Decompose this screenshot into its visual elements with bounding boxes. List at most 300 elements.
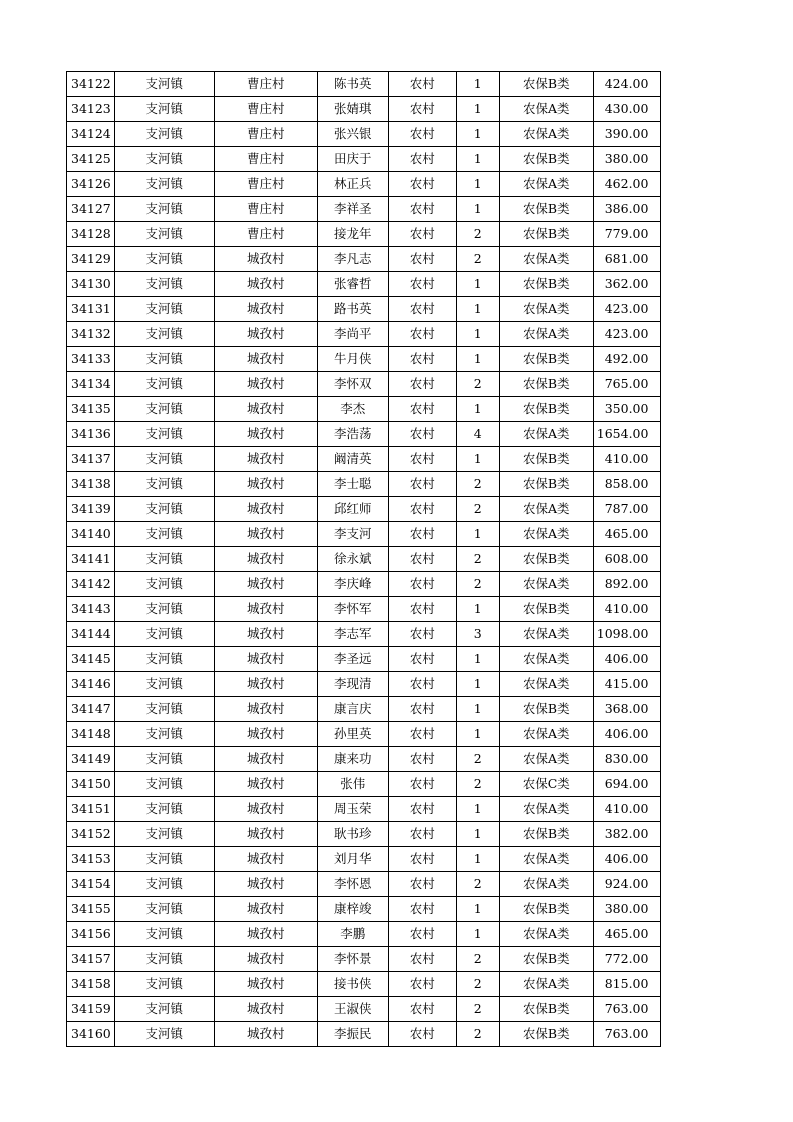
table-row (67, 422, 661, 447)
cell-name: 李浩荡 (317, 422, 388, 447)
cell-type: 农保A类 (499, 847, 593, 872)
cell-amount: 382.00 (593, 822, 661, 847)
cell-type: 农保B类 (499, 147, 593, 172)
cell-id: 34145 (67, 647, 115, 672)
table-row (67, 497, 661, 522)
cell-area: 农村 (388, 672, 456, 697)
table-row (67, 897, 661, 922)
cell-amount: 430.00 (593, 97, 661, 122)
cell-area: 农村 (388, 622, 456, 647)
cell-town: 支河镇 (114, 147, 214, 172)
cell-amount: 368.00 (593, 697, 661, 722)
cell-town: 支河镇 (114, 997, 214, 1022)
cell-id: 34141 (67, 547, 115, 572)
cell-area: 农村 (388, 572, 456, 597)
cell-count: 1 (456, 322, 499, 347)
table-row (67, 672, 661, 697)
cell-amount: 410.00 (593, 597, 661, 622)
cell-name: 李凡志 (317, 247, 388, 272)
cell-type: 农保A类 (499, 122, 593, 147)
cell-village: 城孜村 (214, 897, 317, 922)
cell-type: 农保B类 (499, 547, 593, 572)
cell-id: 34154 (67, 872, 115, 897)
subsidy-table (66, 71, 661, 1047)
table-row (67, 447, 661, 472)
cell-count: 1 (456, 172, 499, 197)
cell-name: 康言庆 (317, 697, 388, 722)
cell-amount: 380.00 (593, 147, 661, 172)
cell-town: 支河镇 (114, 847, 214, 872)
cell-count: 1 (456, 897, 499, 922)
cell-count: 1 (456, 122, 499, 147)
table-row (67, 547, 661, 572)
cell-type: 农保A类 (499, 422, 593, 447)
table-row (67, 697, 661, 722)
cell-village: 城孜村 (214, 622, 317, 647)
cell-town: 支河镇 (114, 822, 214, 847)
cell-amount: 410.00 (593, 797, 661, 822)
cell-town: 支河镇 (114, 922, 214, 947)
cell-id: 34129 (67, 247, 115, 272)
cell-amount: 830.00 (593, 747, 661, 772)
cell-village: 城孜村 (214, 497, 317, 522)
cell-amount: 423.00 (593, 322, 661, 347)
cell-id: 34124 (67, 122, 115, 147)
cell-id: 34153 (67, 847, 115, 872)
cell-amount: 892.00 (593, 572, 661, 597)
table-row (67, 472, 661, 497)
cell-area: 农村 (388, 522, 456, 547)
cell-type: 农保A类 (499, 522, 593, 547)
cell-count: 1 (456, 97, 499, 122)
cell-name: 张伟 (317, 772, 388, 797)
cell-type: 农保B类 (499, 947, 593, 972)
cell-type: 农保A类 (499, 497, 593, 522)
cell-area: 农村 (388, 547, 456, 572)
cell-town: 支河镇 (114, 547, 214, 572)
cell-amount: 815.00 (593, 972, 661, 997)
cell-area: 农村 (388, 972, 456, 997)
cell-count: 1 (456, 797, 499, 822)
cell-id: 34149 (67, 747, 115, 772)
cell-type: 农保B类 (499, 997, 593, 1022)
cell-type: 农保A类 (499, 572, 593, 597)
cell-amount: 858.00 (593, 472, 661, 497)
cell-area: 农村 (388, 1022, 456, 1047)
cell-town: 支河镇 (114, 972, 214, 997)
cell-town: 支河镇 (114, 872, 214, 897)
cell-town: 支河镇 (114, 897, 214, 922)
cell-name: 李圣远 (317, 647, 388, 672)
cell-id: 34128 (67, 222, 115, 247)
cell-village: 城孜村 (214, 347, 317, 372)
cell-id: 34155 (67, 897, 115, 922)
cell-type: 农保A类 (499, 247, 593, 272)
cell-type: 农保A类 (499, 622, 593, 647)
table-body (67, 72, 661, 1047)
cell-amount: 492.00 (593, 347, 661, 372)
cell-area: 农村 (388, 147, 456, 172)
cell-id: 34152 (67, 822, 115, 847)
cell-name: 徐永斌 (317, 547, 388, 572)
cell-type: 农保A类 (499, 722, 593, 747)
cell-count: 2 (456, 997, 499, 1022)
cell-amount: 406.00 (593, 647, 661, 672)
cell-amount: 924.00 (593, 872, 661, 897)
cell-count: 1 (456, 597, 499, 622)
cell-count: 1 (456, 722, 499, 747)
cell-amount: 423.00 (593, 297, 661, 322)
cell-type: 农保B类 (499, 272, 593, 297)
cell-village: 曹庄村 (214, 147, 317, 172)
cell-village: 城孜村 (214, 997, 317, 1022)
cell-count: 2 (456, 772, 499, 797)
cell-village: 城孜村 (214, 647, 317, 672)
cell-type: 农保B类 (499, 397, 593, 422)
cell-type: 农保A类 (499, 747, 593, 772)
cell-id: 34138 (67, 472, 115, 497)
cell-type: 农保A类 (499, 797, 593, 822)
cell-village: 城孜村 (214, 1022, 317, 1047)
cell-area: 农村 (388, 322, 456, 347)
cell-id: 34126 (67, 172, 115, 197)
cell-town: 支河镇 (114, 172, 214, 197)
cell-amount: 465.00 (593, 922, 661, 947)
cell-town: 支河镇 (114, 247, 214, 272)
cell-name: 李士聪 (317, 472, 388, 497)
cell-name: 阚清英 (317, 447, 388, 472)
cell-id: 34139 (67, 497, 115, 522)
cell-name: 耿书珍 (317, 822, 388, 847)
cell-id: 34142 (67, 572, 115, 597)
cell-amount: 406.00 (593, 847, 661, 872)
cell-type: 农保A类 (499, 922, 593, 947)
cell-name: 李现清 (317, 672, 388, 697)
cell-town: 支河镇 (114, 797, 214, 822)
table-row (67, 122, 661, 147)
cell-name: 李祥圣 (317, 197, 388, 222)
cell-area: 农村 (388, 422, 456, 447)
cell-type: 农保A类 (499, 172, 593, 197)
table-row (67, 972, 661, 997)
cell-count: 2 (456, 972, 499, 997)
cell-id: 34130 (67, 272, 115, 297)
cell-count: 2 (456, 497, 499, 522)
cell-id: 34134 (67, 372, 115, 397)
cell-count: 1 (456, 297, 499, 322)
cell-type: 农保B类 (499, 597, 593, 622)
cell-village: 城孜村 (214, 397, 317, 422)
cell-town: 支河镇 (114, 397, 214, 422)
cell-area: 农村 (388, 847, 456, 872)
cell-area: 农村 (388, 247, 456, 272)
cell-id: 34132 (67, 322, 115, 347)
cell-type: 农保C类 (499, 772, 593, 797)
cell-town: 支河镇 (114, 322, 214, 347)
table-row (67, 297, 661, 322)
cell-count: 2 (456, 247, 499, 272)
cell-area: 农村 (388, 797, 456, 822)
cell-name: 李支河 (317, 522, 388, 547)
table-row (67, 322, 661, 347)
cell-type: 农保B类 (499, 822, 593, 847)
cell-count: 1 (456, 822, 499, 847)
cell-town: 支河镇 (114, 772, 214, 797)
cell-count: 2 (456, 572, 499, 597)
cell-area: 农村 (388, 397, 456, 422)
cell-count: 2 (456, 747, 499, 772)
cell-area: 农村 (388, 472, 456, 497)
table-row (67, 597, 661, 622)
cell-id: 34158 (67, 972, 115, 997)
cell-name: 邱红师 (317, 497, 388, 522)
cell-id: 34151 (67, 797, 115, 822)
cell-name: 路书英 (317, 297, 388, 322)
cell-id: 34133 (67, 347, 115, 372)
cell-town: 支河镇 (114, 472, 214, 497)
cell-area: 农村 (388, 72, 456, 97)
cell-name: 王淑侠 (317, 997, 388, 1022)
cell-id: 34156 (67, 922, 115, 947)
cell-type: 农保A类 (499, 647, 593, 672)
cell-village: 城孜村 (214, 722, 317, 747)
cell-village: 城孜村 (214, 672, 317, 697)
cell-village: 城孜村 (214, 797, 317, 822)
cell-village: 城孜村 (214, 297, 317, 322)
cell-name: 张兴银 (317, 122, 388, 147)
table-row (67, 72, 661, 97)
cell-id: 34150 (67, 772, 115, 797)
cell-type: 农保B类 (499, 197, 593, 222)
cell-amount: 415.00 (593, 672, 661, 697)
table-row (67, 347, 661, 372)
cell-id: 34136 (67, 422, 115, 447)
cell-type: 农保B类 (499, 222, 593, 247)
cell-village: 曹庄村 (214, 97, 317, 122)
cell-village: 城孜村 (214, 947, 317, 972)
cell-town: 支河镇 (114, 622, 214, 647)
cell-id: 34157 (67, 947, 115, 972)
cell-amount: 390.00 (593, 122, 661, 147)
cell-area: 农村 (388, 697, 456, 722)
cell-town: 支河镇 (114, 597, 214, 622)
cell-town: 支河镇 (114, 647, 214, 672)
cell-area: 农村 (388, 172, 456, 197)
cell-count: 1 (456, 697, 499, 722)
cell-village: 城孜村 (214, 372, 317, 397)
cell-area: 农村 (388, 347, 456, 372)
cell-area: 农村 (388, 772, 456, 797)
cell-village: 曹庄村 (214, 222, 317, 247)
table-row (67, 372, 661, 397)
cell-village: 曹庄村 (214, 122, 317, 147)
cell-name: 李怀景 (317, 947, 388, 972)
cell-name: 陈书英 (317, 72, 388, 97)
cell-town: 支河镇 (114, 347, 214, 372)
cell-amount: 763.00 (593, 997, 661, 1022)
table-row (67, 647, 661, 672)
cell-town: 支河镇 (114, 222, 214, 247)
cell-name: 李杰 (317, 397, 388, 422)
cell-town: 支河镇 (114, 747, 214, 772)
cell-amount: 424.00 (593, 72, 661, 97)
cell-village: 城孜村 (214, 597, 317, 622)
cell-area: 农村 (388, 722, 456, 747)
cell-id: 34159 (67, 997, 115, 1022)
cell-type: 农保A类 (499, 972, 593, 997)
cell-count: 2 (456, 872, 499, 897)
table-row (67, 722, 661, 747)
cell-amount: 779.00 (593, 222, 661, 247)
table-row (67, 222, 661, 247)
cell-town: 支河镇 (114, 947, 214, 972)
cell-amount: 1098.00 (593, 622, 661, 647)
cell-amount: 350.00 (593, 397, 661, 422)
cell-type: 农保A类 (499, 672, 593, 697)
cell-type: 农保A类 (499, 872, 593, 897)
cell-amount: 765.00 (593, 372, 661, 397)
cell-count: 1 (456, 922, 499, 947)
cell-amount: 608.00 (593, 547, 661, 572)
cell-type: 农保A类 (499, 322, 593, 347)
cell-name: 李怀恩 (317, 872, 388, 897)
cell-name: 林正兵 (317, 172, 388, 197)
cell-count: 3 (456, 622, 499, 647)
cell-count: 1 (456, 847, 499, 872)
cell-amount: 763.00 (593, 1022, 661, 1047)
cell-area: 农村 (388, 922, 456, 947)
cell-type: 农保B类 (499, 1022, 593, 1047)
table-row (67, 622, 661, 647)
cell-village: 曹庄村 (214, 72, 317, 97)
cell-id: 34127 (67, 197, 115, 222)
cell-type: 农保B类 (499, 697, 593, 722)
cell-amount: 406.00 (593, 722, 661, 747)
cell-name: 接龙年 (317, 222, 388, 247)
cell-name: 李振民 (317, 1022, 388, 1047)
cell-name: 田庆于 (317, 147, 388, 172)
table-row (67, 522, 661, 547)
cell-type: 农保B类 (499, 472, 593, 497)
cell-amount: 772.00 (593, 947, 661, 972)
cell-count: 1 (456, 522, 499, 547)
cell-village: 城孜村 (214, 772, 317, 797)
table-row (67, 172, 661, 197)
cell-id: 34147 (67, 697, 115, 722)
cell-village: 城孜村 (214, 547, 317, 572)
cell-name: 康梓竣 (317, 897, 388, 922)
cell-count: 1 (456, 272, 499, 297)
table-row (67, 847, 661, 872)
cell-town: 支河镇 (114, 1022, 214, 1047)
cell-type: 农保A类 (499, 97, 593, 122)
cell-town: 支河镇 (114, 72, 214, 97)
cell-type: 农保B类 (499, 72, 593, 97)
cell-amount: 462.00 (593, 172, 661, 197)
cell-town: 支河镇 (114, 697, 214, 722)
cell-town: 支河镇 (114, 272, 214, 297)
table-row (67, 572, 661, 597)
cell-town: 支河镇 (114, 422, 214, 447)
cell-count: 1 (456, 397, 499, 422)
cell-count: 2 (456, 372, 499, 397)
table-row (67, 772, 661, 797)
cell-name: 李尚平 (317, 322, 388, 347)
cell-area: 农村 (388, 222, 456, 247)
cell-amount: 465.00 (593, 522, 661, 547)
cell-town: 支河镇 (114, 497, 214, 522)
cell-town: 支河镇 (114, 672, 214, 697)
table-row (67, 747, 661, 772)
cell-name: 康来功 (317, 747, 388, 772)
cell-count: 1 (456, 72, 499, 97)
cell-area: 农村 (388, 872, 456, 897)
cell-town: 支河镇 (114, 197, 214, 222)
cell-name: 孙里英 (317, 722, 388, 747)
cell-id: 34123 (67, 97, 115, 122)
cell-id: 34160 (67, 1022, 115, 1047)
cell-area: 农村 (388, 122, 456, 147)
table-row (67, 397, 661, 422)
table-row (67, 822, 661, 847)
cell-town: 支河镇 (114, 572, 214, 597)
cell-area: 农村 (388, 997, 456, 1022)
cell-area: 农村 (388, 272, 456, 297)
cell-name: 李鹏 (317, 922, 388, 947)
table-row (67, 1022, 661, 1047)
cell-amount: 681.00 (593, 247, 661, 272)
cell-village: 城孜村 (214, 572, 317, 597)
table-row (67, 147, 661, 172)
cell-area: 农村 (388, 747, 456, 772)
table-row (67, 247, 661, 272)
cell-name: 张婧琪 (317, 97, 388, 122)
cell-area: 农村 (388, 497, 456, 522)
cell-amount: 386.00 (593, 197, 661, 222)
cell-count: 1 (456, 672, 499, 697)
cell-type: 农保B类 (499, 897, 593, 922)
cell-name: 李志军 (317, 622, 388, 647)
table-row (67, 197, 661, 222)
cell-area: 农村 (388, 647, 456, 672)
cell-name: 周玉荣 (317, 797, 388, 822)
cell-village: 城孜村 (214, 322, 317, 347)
cell-village: 城孜村 (214, 822, 317, 847)
cell-count: 1 (456, 647, 499, 672)
cell-id: 34137 (67, 447, 115, 472)
cell-village: 曹庄村 (214, 172, 317, 197)
cell-count: 2 (456, 472, 499, 497)
cell-area: 农村 (388, 297, 456, 322)
cell-village: 城孜村 (214, 272, 317, 297)
table-row (67, 922, 661, 947)
cell-name: 牛月侠 (317, 347, 388, 372)
cell-village: 城孜村 (214, 522, 317, 547)
cell-amount: 694.00 (593, 772, 661, 797)
cell-amount: 1654.00 (593, 422, 661, 447)
cell-area: 农村 (388, 197, 456, 222)
cell-id: 34144 (67, 622, 115, 647)
cell-area: 农村 (388, 947, 456, 972)
cell-count: 4 (456, 422, 499, 447)
cell-count: 2 (456, 1022, 499, 1047)
table-row (67, 797, 661, 822)
cell-village: 城孜村 (214, 972, 317, 997)
cell-area: 农村 (388, 447, 456, 472)
cell-village: 城孜村 (214, 422, 317, 447)
table-row (67, 997, 661, 1022)
cell-town: 支河镇 (114, 447, 214, 472)
